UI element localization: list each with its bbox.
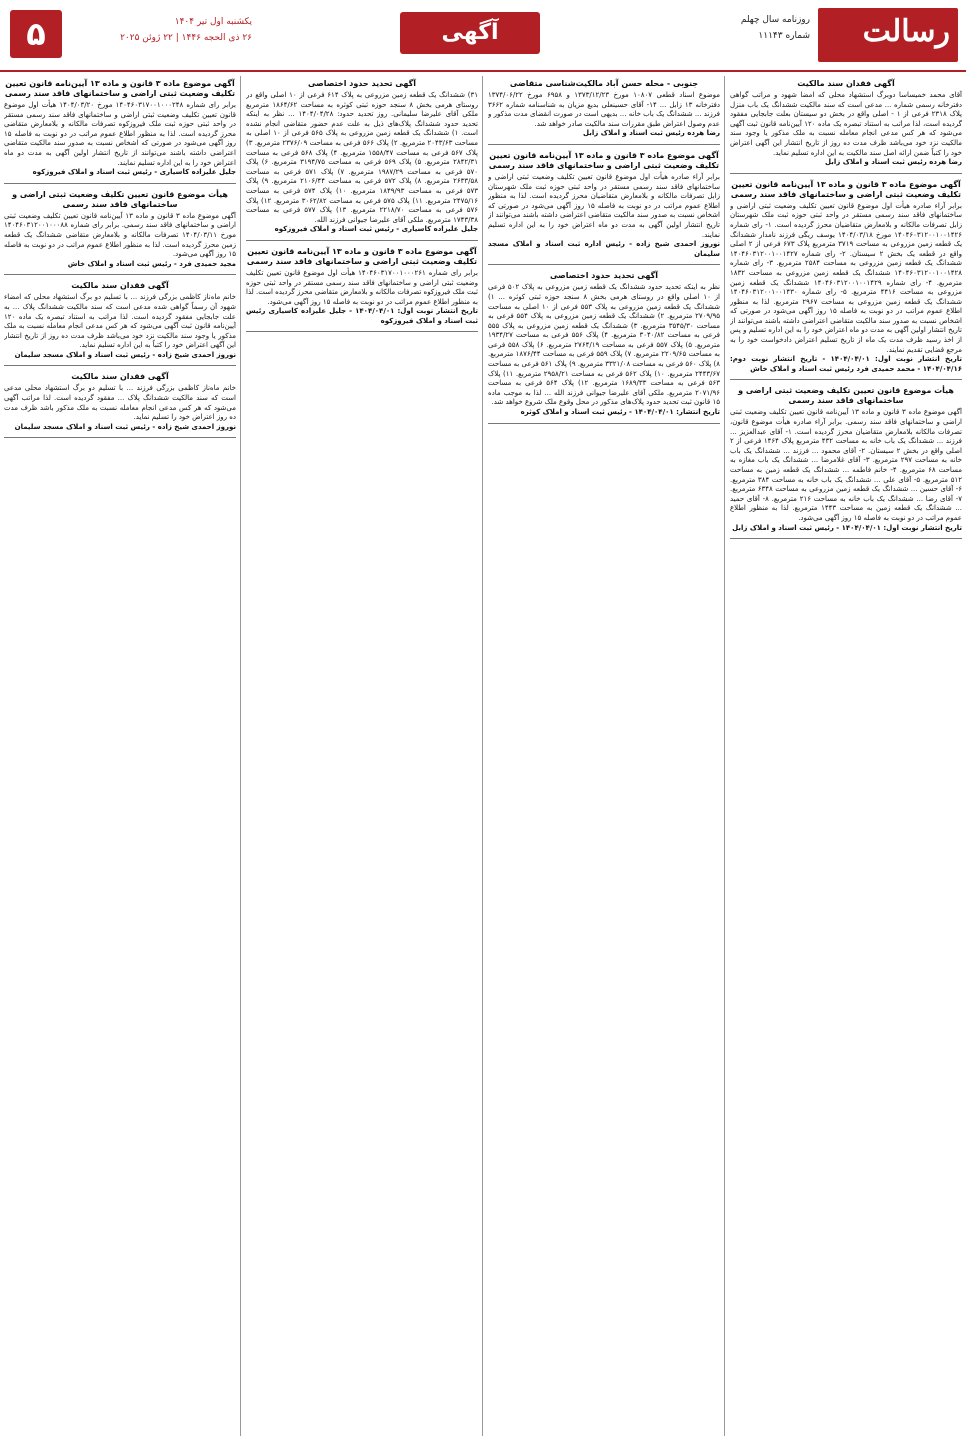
- notice-title: هیأت موضوع قانون تعیین تکلیف وضعیت ثبتی اراضی و ساختمانهای فاقد سند رسمی: [12, 189, 228, 209]
- notice-body: ۳۱) ششدانگ یک قطعه زمین مزروعی به پلاک ۶۱۴ فرعی از ۱۰ اصلی واقع در روستای هرمی بخش ۸ سنجد حوزه ثبتی کوثره به مساحت ۱۸۶۴/۶۲ مترمربع ملکی آقای علیرضا سلیمانی. روز تحدید حدود: ۱۴۰۴/۰۴/۲۸ ... نظر به اینکه تحدید حدود ششدانگ پلاک‌های ذیل به علت عدم حضور متقاضی انجام نشده است. ۱) ششدانگ یک قطعه زمین مزروعی به پلاک ۵۶۵ فرعی از ۱۰ اصلی به مساحت ۲۰۴۳/۶۳ مترمربع. ۲) پلاک ۵۶۶ فرعی به مساحت ۲۳۷۶/۰۹ مترمربع. ۳) پلاک ۵۶۷ فرعی به مساحت ۱۵۵۸/۴۷ مترمربع. ۴) پلاک ۵۶۸ فرعی به مساحت ۲۸۴۲/۳۱ مترمربع. ۵) پلاک ۵۶۹ فرعی به مساحت ۳۱۹۴/۷۵ مترمربع. ۶) پلاک ۵۷۰ فرعی به مساحت ۱۹۸۷/۲۹ مترمربع. ۷) پلاک ۵۷۱ فرعی به مساحت ۲۶۳۳/۵۸ مترمربع. ۸) پلاک ۵۷۲ فرعی به مساحت ۲۱۰۶/۴۴ مترمربع. ۹) پلاک ۵۷۳ فرعی به مساحت ۱۸۴۹/۹۳ مترمربع. ۱۰) پلاک ۵۷۴ فرعی به مساحت ۲۴۷۵/۱۶ مترمربع. ۱۱) پلاک ۵۷۵ فرعی به مساحت ۳۰۶۲/۸۲ مترمربع. ۱۲) پلاک ۵۷۶ فرعی به مساحت ۲۲۱۸/۷۰ مترمربع. ۱۳) پلاک ۵۷۷ فرعی به مساحت ۱۷۴۳/۳۸ مترمربع. ملکی آقای علیرضا جیوانی فرزند الله.: [246, 91, 478, 224]
- notice-body: برابر آراء صادره هیأت اول موضوع قانون تعیین تکلیف وضعیت ثبتی اراضی و ساختمانهای فاقد سند رسمی مستقر در واحد ثبتی حوزه ثبت ملک شهرستان زابل تصرفات مالکانه و بلامعارض متقاضیان محرز گردیده است. لذا به منظور اطلاع عموم مراتب در دو نوبت به فاصله ۱۵ روز آگهی می‌شود در صورتی که اشخاص نسبت به صدور سند مالکیت متقاضی اعتراضی داشته باشند می‌توانند از تاریخ انتشار اولین آگهی به مدت دو ماه اعتراض خود را به این اداره تسلیم نمایند.: [488, 172, 720, 239]
- notice-title: آگهی موضوع ماده ۳ قانون و ماده ۱۳ آیین‌نامه قانون تعیین تکلیف وضعیت ثبتی اراضی و ساختمانهای فاقد سند رسمی: [4, 79, 236, 98]
- column-2: [488, 76, 720, 1436]
- date-line: ۲۶ ذی الحجه ۱۴۴۶ | ۲۲ ژوئن ۲۰۲۵: [120, 33, 252, 43]
- date-line: یکشنبه اول تیر ۱۴۰۴: [174, 17, 252, 27]
- notice-block: [4, 187, 236, 276]
- notice-signature: جلیل علیزاده کاسیاری - رئیس ثبت اسناد و املاک فیروزکوه: [32, 168, 236, 177]
- notice-block: [730, 177, 962, 381]
- notice-block: [4, 76, 236, 184]
- notice-title: آگهی فقدان سند مالکیت: [797, 79, 895, 88]
- meta-line: شماره ۱۱۱۴۳: [758, 31, 810, 41]
- notice-title: جنوبی - محله حسن آباد مالکیت‌شناسی متقاضی: [509, 79, 699, 88]
- column-divider: [240, 76, 241, 1436]
- notice-title: آگهی تحدید حدود اختصاصی: [549, 271, 659, 281]
- notice-block: [4, 278, 236, 366]
- notice-title: آگهی تحدید حدود اختصاصی: [307, 79, 417, 88]
- notice-body: برابر رای شماره ۱۴۰۴۶۰۳۱۷۰۰۱۰۰۰۲۴۸ مورخ ۱۴۰۴/۰۳/۲۰ هیأت اول موضوع قانون تعیین تکلیف وضعیت ثبتی اراضی و ساختمانهای فاقد سند رسمی مستقر در واحد ثبتی حوزه ثبت ملک فیروزکوه تصرفات مالکانه و بلامعارض متقاضی محرز گردیده است. لذا به منظور اطلاع عموم مراتب در دو نوبت به فاصله ۱۵ روز آگهی می‌شود در صورتی که اشخاص نسبت به صدور سند مالکیت متقاضی اعتراضی داشته باشند می‌توانند از تاریخ انتشار اولین آگهی به مدت دو ماه اعتراض خود را به این اداره تسلیم نمایند.: [4, 101, 236, 167]
- notice-body: خانم ماه‌ناز کاظمی بزرگی فرزند ... با تسلیم دو برگ استشهاد محلی که امضاء شهود آن رسماً گواهی شده مدعی است که سند مالکیت ششدانگ پلاک ... به علت جابجایی مفقود گردیده است. لذا مراتب به استناد تبصره یک ماده ۱۲۰ آیین‌نامه قانون ثبت آگهی می‌شود که هر کس مدعی انجام معامله نسبت به ملک مذکور یا وجود سند مالکیت نزد خود می‌باشد ظرف مدت ده روز از تاریخ انتشار این آگهی اعتراض خود را کتباً به این اداره تسلیم نماید.: [4, 293, 236, 350]
- notice-block: [488, 148, 720, 265]
- column-1: [730, 76, 962, 1436]
- masthead: [0, 0, 966, 72]
- notice-block: [488, 268, 720, 423]
- notice-title: آگهی فقدان سند مالکیت: [71, 281, 169, 291]
- notice-signature: نوروز احمدی شیخ زاده - رئیس ثبت اسناد و املاک مسجد سلیمان: [14, 422, 236, 431]
- notice-columns: [4, 76, 962, 1436]
- notice-block: [730, 383, 962, 539]
- notice-body: برابر رای شماره ۱۴۰۴۶۰۳۱۷۰۰۱۰۰۰۲۶۱ هیأت اول موضوع قانون تعیین تکلیف وضعیت ثبتی اراضی و ساختمانهای فاقد سند رسمی مستقر در واحد ثبتی حوزه ثبت ملک فیروزکوه تصرفات مالکانه و بلامعارض متقاضی محرز گردیده است. لذا به منظور اطلاع عموم مراتب در دو نوبت به فاصله ۱۵ روز آگهی می‌شود.: [246, 268, 478, 306]
- notice-title: هیأت موضوع قانون تعیین تکلیف وضعیت ثبتی اراضی و ساختمانهای فاقد سند رسمی: [738, 386, 954, 406]
- notice-body: موضوع اسناد قطعی ۱۰۸۰۷ مورخ ۱۳۷۳/۱۲/۲۳ و ۶۹۵۸ مورخ ۱۳۷۴/۰۶/۲۲ دفترخانه ۱۳ زابل ... ۱۴- آقای حسینعلی بدیع مزیان به شناسنامه شماره ۳۶۶۲ فرزند ... ششدانگ یک باب خانه ... بدیهی است در صورت انقضای مدت مذکور و عدم وصول اعتراض طبق مقررات سند مالکیت صادر خواهد شد.: [488, 91, 720, 128]
- notice-signature: نوروز احمدی شیخ زاده - رئیس اداره ثبت اسناد و املاک مسجد سلیمان: [488, 240, 720, 258]
- column-divider: [482, 76, 483, 1436]
- brand-logo: رسالت: [862, 14, 950, 49]
- column-3: [246, 76, 478, 1436]
- page-number: ۵: [10, 10, 62, 58]
- notice-title: آگهی موضوع ماده ۳ قانون و ماده ۱۳ آیین‌نامه قانون تعیین تکلیف وضعیت ثبتی اراضی و ساختمانهای فاقد سند رسمی: [246, 246, 478, 266]
- section-title: آگهی: [400, 12, 540, 54]
- notice-signature: تاریخ انتشار نوبت اول: ۱۴۰۴/۰۴/۰۱ - جلیل علیزاده کاسیاری رئیس ثبت اسناد و املاک فیروزکوه: [246, 307, 478, 325]
- issue-date: [72, 14, 252, 46]
- notice-block: [246, 244, 478, 333]
- notice-signature: تاریخ انتشار نوبت اول: ۱۴۰۴/۰۴/۰۱ - تاریخ انتشار نوبت دوم: ۱۴۰۴/۰۴/۱۶ - محمد حمیدی فرد رئیس ثبت اسناد و املاک خاش: [730, 355, 962, 373]
- notice-signature: تاریخ انتشار نوبت اول: ۱۴۰۴/۰۴/۰۱ - رئیس ثبت اسناد و املاک زابل: [732, 523, 962, 532]
- notice-body: آگهی موضوع ماده ۳ قانون و ماده ۱۳ آیین‌نامه قانون تعیین تکلیف وضعیت ثبتی اراضی و ساختمانهای فاقد سند رسمی. برابر آراء صادره هیأت موضوع قانون، تصرفات مالکانه بلامعارض متقاضیان محرز گردیده است. ۱- آقای عبدالعزیز ... فرزند ... ششدانگ یک باب خانه به مساحت ۴۳۲ مترمربع پلاک ۱۴۶۴ فرعی از ۲ اصلی واقع در بخش ۲ سیستان. ۲- آقای محمود ... فرزند ... ششدانگ یک باب خانه به مساحت ۲۹۷ مترمربع. ۳- آقای غلامرضا ... ششدانگ یک باب مغازه به مساحت ۶۸ مترمربع. ۴- خانم فاطمه ... ششدانگ یک قطعه زمین به مساحت ۵۱۲ مترمربع. ۵- آقای علی ... ششدانگ یک باب خانه به مساحت ۳۸۴ مترمربع. ۶- آقای حسین ... ششدانگ یک قطعه زمین مزروعی به مساحت ۶۳۴۸ مترمربع. ۷- آقای رضا ... ششدانگ یک باب خانه به مساحت ۲۱۶ مترمربع. ۸- آقای حمید ... ششدانگ یک قطعه زمین به مساحت ۱۴۴۳ مترمربع. لذا به منظور اطلاع عموم مراتب در دو نوبت به فاصله ۱۵ روز آگهی می‌شود.: [730, 408, 962, 522]
- meta-line: روزنامه سال چهلم: [740, 15, 810, 25]
- notice-signature: مجید حمیدی فرد - رئیس ثبت اسناد و املاک خاش: [67, 259, 236, 268]
- column-4: [4, 76, 236, 1436]
- notice-signature: رضا هرده رئیس ثبت اسناد و املاک زابل: [583, 129, 720, 138]
- notice-block: [730, 76, 962, 174]
- notice-body: آقای محمد خمیساسا دوبرگ استشهاد محلی که امضا شهود و مراتب گواهی دفترخانه رسمی شماره ... مدعی است که سند مالکیت ششدانگ یک باب منزل پلاک ۲۳۱۸ فرعی از ۱ - اصلی واقع در بخش دو سیستان بعلت جابجایی مفقود گردیده است، لذا مراتب به استناد تبصره یک ماده ۱۲۰ آیین‌نامه قانون ثبت آگهی می‌شود که هر کس مدعی انجام معامله نسبت به ملک مذکور یا وجود سند مالکیت نزد خود می‌باشد ظرف مدت ده روز از تاریخ انتشار این آگهی اعتراض خود را کتباً ضمن ارائه اصل سند مالکیت به این اداره تسلیم نماید.: [730, 91, 962, 157]
- notice-body: آگهی موضوع ماده ۳ قانون و ماده ۱۳ آیین‌نامه قانون تعیین تکلیف وضعیت ثبتی اراضی و ساختمانهای فاقد سند رسمی. برابر رای شماره ۱۴۰۴۶۰۳۱۲۰۰۱۰۰۰۸۸ مورخ ۱۴۰۴/۰۳/۱۱ تصرفات مالکانه و بلامعارض متقاضی ششدانگ یک قطعه زمین محرز گردیده است. لذا به منظور اطلاع عموم مراتب در دو نوبت به فاصله ۱۵ روز آگهی می‌شود.: [4, 211, 236, 259]
- notice-block: [246, 76, 478, 241]
- notice-block: [488, 76, 720, 145]
- notice-body: برابر آراء صادره هیأت اول موضوع قانون تعیین تکلیف وضعیت ثبتی اراضی و ساختمانهای فاقد سند رسمی مستقر در واحد ثبتی حوزه ثبت ملک شهرستان زابل تصرفات مالکانه و بلامعارض متقاضیان محرز گردیده است. ۱- رای شماره ۱۴۰۴۶۰۳۱۲۰۰۱۰۰۱۴۲۶ مورخ ۱۴۰۴/۰۳/۱۸ یوسف ریگی فرزند نامدار ششدانگ یک قطعه زمین مزروعی به مساحت ۳۷۱۹ مترمربع پلاک ۶۷۳ فرعی از ۲ اصلی واقع در قطعه یک بخش ۲ سیستان. ۲- رای شماره ۱۴۰۴۶۰۳۱۲۰۰۱۰۰۱۴۲۷ ششدانگ یک قطعه زمین مزروعی به مساحت ۲۵۸۴ مترمربع. ۳- رای شماره ۱۴۰۴۶۰۳۱۲۰۰۱۰۰۱۴۲۸ ششدانگ یک قطعه زمین مزروعی به مساحت ۱۸۳۲ مترمربع. ۴- رای شماره ۱۴۰۴۶۰۳۱۲۰۰۱۰۰۱۴۲۹ ششدانگ یک قطعه زمین مزروعی به مساحت ۴۴۱۶ مترمربع. ۵- رای شماره ۱۴۰۴۶۰۳۱۲۰۰۱۰۰۱۴۳۰ ششدانگ یک قطعه زمین مزروعی به مساحت ۲۹۶۷ مترمربع. لذا به منظور اطلاع عموم مراتب در دو نوبت به فاصله ۱۵ روز آگهی می‌شود در صورتی که اشخاص نسبت به صدور سند مالکیت متقاضی اعتراضی داشته باشند می‌توانند از تاریخ انتشار اولین آگهی به مدت دو ماه اعتراض خود را به این اداره تسلیم و پس از اخذ رسید ظرف مدت یک ماه از تاریخ تسلیم اعتراض دادخواست خود را به مرجع قضایی تقدیم نمایند.: [730, 201, 962, 354]
- notice-body: خانم ماه‌ناز کاظمی بزرگی فرزند ... با تسلیم دو برگ استشهاد محلی مدعی است که سند مالکیت ششدانگ پلاک ... مفقود گردیده است. لذا مراتب آگهی می‌شود که هر کس مدعی انجام معامله نسبت به ملک مذکور باشد ظرف مدت ده روز اعتراض خود را تسلیم نماید.: [4, 384, 236, 422]
- issue-meta: [724, 12, 810, 44]
- notice-title: آگهی موضوع ماده ۳ قانون و ماده ۱۳ آیین‌نامه قانون تعیین تکلیف وضعیت ثبتی اراضی و ساختمانهای فاقد سند رسمی: [488, 150, 720, 170]
- notice-signature: نوروز احمدی شیخ زاده - رئیس ثبت اسناد و املاک مسجد سلیمان: [14, 350, 236, 359]
- brand-logo-box: [818, 8, 958, 62]
- notice-signature: تاریخ انتشار: ۱۴۰۴/۰۴/۰۱ - رئیس ثبت اسناد و املاک کوثره: [520, 408, 720, 417]
- notice-signature: جلیل علیزاده کاسیاری - رئیس ثبت اسناد و املاک فیروزکوه: [274, 225, 478, 234]
- notice-title: آگهی موضوع ماده ۳ قانون و ماده ۱۳ آیین‌نامه قانون تعیین تکلیف وضعیت ثبتی اراضی و ساختمانهای فاقد سند رسمی: [730, 179, 962, 199]
- notice-body: نظر به اینکه تحدید حدود ششدانگ یک قطعه زمین مزروعی به پلاک ۵۰۲ فرعی از ۱۰ اصلی واقع در روستای هرمی بخش ۸ سنجد حوزه ثبتی کوثره ... ۱) ششدانگ یک قطعه زمین مزروعی به پلاک ۵۵۳ فرعی از ۱۰ اصلی به مساحت ۲۷۰۹/۹۵ مترمربع. ۲) ششدانگ یک قطعه زمین مزروعی به پلاک ۵۵۴ فرعی به مساحت ۳۵۴۵/۳۰ مترمربع. ۳) ششدانگ یک قطعه زمین مزروعی به پلاک ۵۵۵ فرعی به مساحت ۳۰۴۰/۸۲ مترمربع. ۴) پلاک ۵۵۶ فرعی به مساحت ۱۹۳۴/۲۷ مترمربع. ۵) پلاک ۵۵۷ فرعی به مساحت ۲۷۶۴/۱۹ مترمربع. ۶) پلاک ۵۵۸ فرعی به مساحت ۲۲۰۹/۶۵ مترمربع. ۷) پلاک ۵۵۹ فرعی به مساحت ۱۸۷۶/۴۴ مترمربع. ۸) پلاک ۵۶۰ فرعی به مساحت ۳۳۲۱/۰۸ مترمربع. ۹) پلاک ۵۶۱ فرعی به مساحت ۲۴۴۳/۶۷ مترمربع. ۱۰) پلاک ۵۶۲ فرعی به مساحت ۲۹۵۸/۲۱ مترمربع. ۱۱) پلاک ۵۶۳ فرعی به مساحت ۱۶۸۹/۳۳ مترمربع. ۱۲) پلاک ۵۶۴ فرعی به مساحت ۲۰۷۱/۹۶ مترمربع. ملکی آقای علیرضا جیوانی فرزند الله ... لذا به موجب ماده ۱۵ قانون ثبت تحدید حدود پلاک‌های مذکور در محل وقوع ملک شروع خواهد شد.: [488, 283, 720, 407]
- notice-block: [4, 369, 236, 438]
- notice-title: آگهی فقدان سند مالکیت: [71, 372, 169, 382]
- column-divider: [724, 76, 725, 1436]
- notice-signature: رضا هرده رئیس ثبت اسناد و املاک زابل: [825, 158, 962, 167]
